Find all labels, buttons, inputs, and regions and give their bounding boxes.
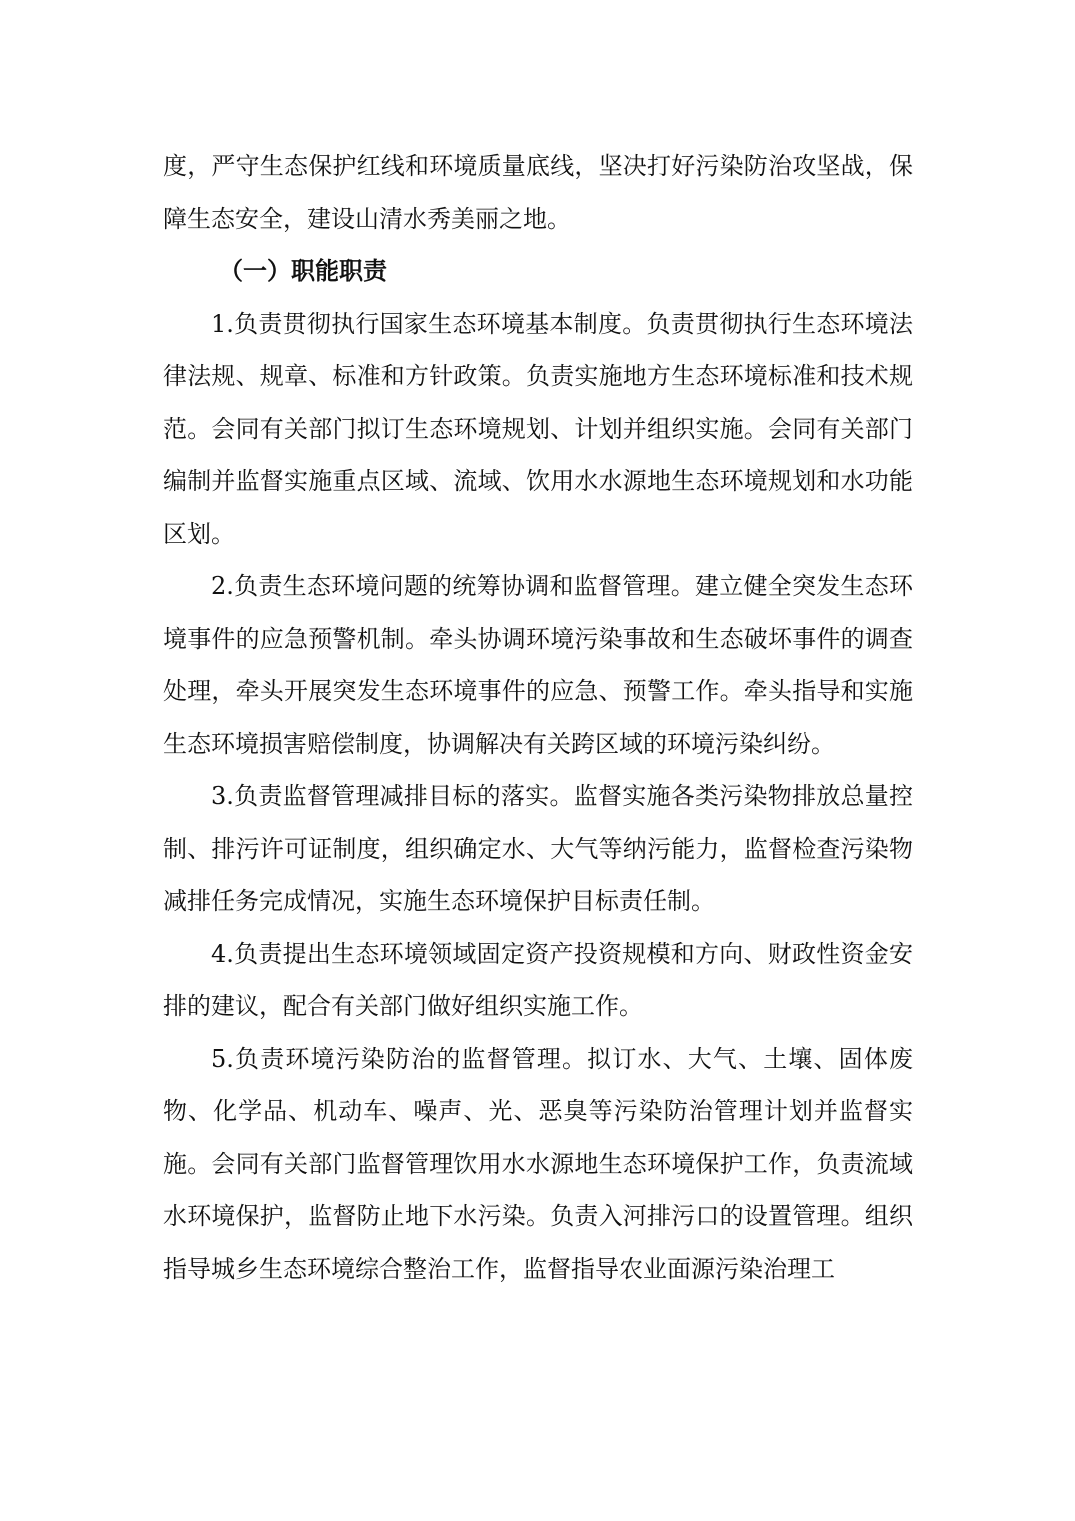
paragraph-item-5: 5.负责环境污染防治的监督管理。拟订水、大气、土壤、固体废物、化学品、机动车、噪声、光、恶臭等污染防治管理计划并监督实施。会同有关部门监督管理饮用水水源地生态环境保护工作，负责流域水环境保护，监督防止地下水污染。负责入河排污口的设置管理。组织指导城乡生态环境综合整治工作，监督指导农业面源污染治理工	[163, 1044, 913, 1283]
paragraph-item-2: 2.负责生态环境问题的统筹协调和监督管理。建立健全突发生态环境事件的应急预警机制。牵头协调环境污染事故和生态破坏事件的调查处理，牵头开展突发生态环境事件的应急、预警工作。牵头指导和实施生态环境损害赔偿制度，协调解决有关跨区域的环境污染纠纷。	[163, 572, 913, 758]
paragraph-item-3: 3.负责监督管理减排目标的落实。监督实施各类污染物排放总量控制、排污许可证制度，组织确定水、大气等纳污能力，监督检查污染物减排任务完成情况，实施生态环境保护目标责任制。	[163, 782, 913, 915]
paragraph-item-4: 4.负责提出生态环境领域固定资产投资规模和方向、财政性资金安排的建议，配合有关部门做好组织实施工作。	[163, 939, 913, 1020]
paragraph-continuation: 度，严守生态保护红线和环境质量底线，坚决打好污染防治攻坚战，保障生态安全，建设山清水秀美丽之地。	[163, 152, 913, 233]
document-body	[163, 140, 913, 1295]
section-heading: （一）职能职责	[219, 256, 387, 285]
paragraph-item-1: 1.负责贯彻执行国家生态环境基本制度。负责贯彻执行生态环境法律法规、规章、标准和方针政策。负责实施地方生态环境标准和技术规范。会同有关部门拟订生态环境规划、计划并组织实施。会同有关部门编制并监督实施重点区域、流域、饮用水水源地生态环境规划和水功能区划。	[163, 309, 913, 548]
